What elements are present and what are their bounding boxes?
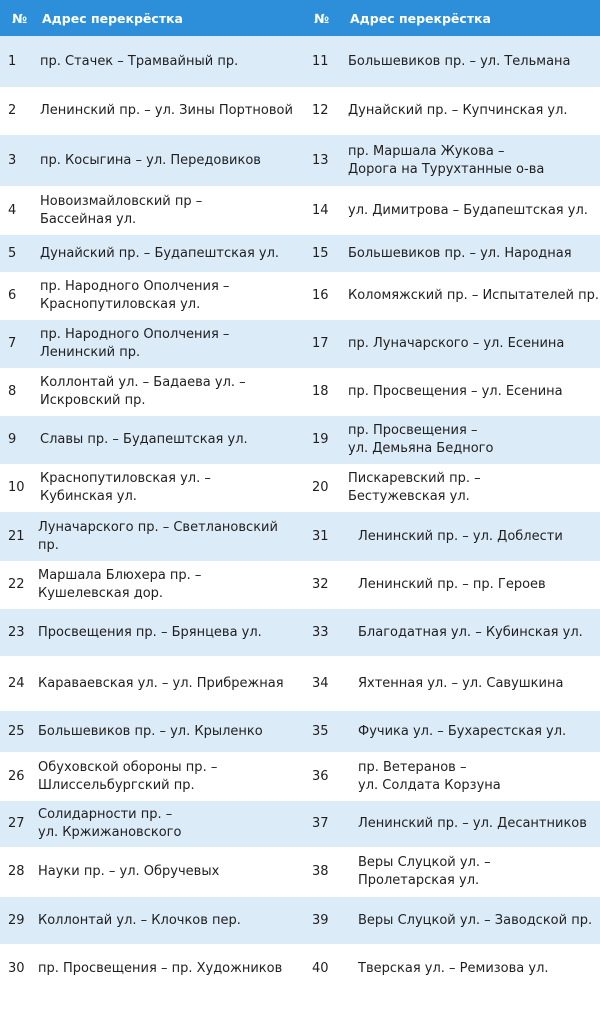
row-address-left: пр. Народного Ополчения – Ленинский пр. bbox=[40, 327, 230, 360]
row-number-right: 12 bbox=[312, 103, 329, 118]
row-number-right: 15 bbox=[312, 245, 329, 261]
row-address-right: Большевиков пр. – ул. Народная bbox=[348, 245, 572, 261]
row-number-left: 4 bbox=[8, 202, 17, 218]
row-number-right: 31 bbox=[312, 528, 329, 544]
table-row bbox=[0, 656, 600, 711]
row-number-right: 17 bbox=[312, 336, 329, 351]
row-number-right: 16 bbox=[312, 288, 329, 303]
row-number-right: 36 bbox=[312, 768, 329, 784]
row-number-right: 38 bbox=[312, 864, 329, 879]
row-address-right: пр. Просвещения – ул. Демьяна Бедного bbox=[348, 423, 494, 456]
row-number-right: 18 bbox=[312, 384, 329, 399]
row-number-left: 8 bbox=[8, 384, 17, 399]
header-address-2: Адрес перекрёстка bbox=[350, 10, 491, 26]
row-address-left: Дунайский пр. – Будапештская ул. bbox=[40, 245, 280, 261]
row-address-right: пр. Ветеранов – ул. Солдата Корзуна bbox=[358, 759, 501, 793]
row-number-left: 23 bbox=[8, 624, 25, 640]
row-address-left: Обуховской обороны пр. – Шлиссельбургский пр. bbox=[38, 759, 218, 793]
table-row bbox=[0, 609, 600, 656]
table-row bbox=[0, 464, 600, 512]
table-body bbox=[0, 36, 600, 993]
row-address-right: пр. Маршала Жукова – Дорога на Турухтанные о-ва bbox=[348, 143, 545, 177]
row-number-right: 35 bbox=[312, 723, 329, 739]
row-address-right: Дунайский пр. – Купчинская ул. bbox=[348, 103, 568, 118]
row-address-left: пр. Народного Ополчения – Краснопутиловская ул. bbox=[40, 279, 230, 312]
row-address-right: Пискаревский пр. – Бестужевская ул. bbox=[348, 471, 481, 504]
row-number-left: 6 bbox=[8, 288, 17, 303]
row-address-left: Маршала Блюхера пр. – Кушелевская дор. bbox=[38, 568, 202, 601]
row-address-left: Новоизмайловский пр – Бассейная ул. bbox=[40, 193, 203, 227]
row-address-left: Науки пр. – ул. Обручевых bbox=[38, 864, 220, 879]
row-number-left: 22 bbox=[8, 577, 25, 592]
row-address-right: пр. Просвещения – ул. Есенина bbox=[348, 384, 563, 399]
row-number-right: 13 bbox=[312, 152, 329, 168]
table-row bbox=[0, 752, 600, 801]
table-row bbox=[0, 320, 600, 368]
row-number-left: 1 bbox=[8, 53, 17, 69]
row-address-left: пр. Стачек – Трамвайный пр. bbox=[40, 53, 239, 69]
row-address-right: Большевиков пр. – ул. Тельмана bbox=[348, 53, 571, 69]
row-address-left: Солидарности пр. – ул. Кржижановского bbox=[38, 807, 182, 840]
table-row bbox=[0, 416, 600, 464]
row-number-left: 9 bbox=[8, 432, 17, 447]
table-row bbox=[0, 235, 600, 272]
row-number-left: 5 bbox=[8, 245, 17, 261]
row-address-right: Ленинский пр. – пр. Героев bbox=[358, 577, 546, 592]
row-number-left: 29 bbox=[8, 912, 25, 928]
table-row bbox=[0, 87, 600, 135]
table-row bbox=[0, 801, 600, 847]
row-number-right: 37 bbox=[312, 816, 329, 831]
table-row bbox=[0, 135, 600, 186]
row-address-right: Веры Слуцкой ул. – Заводской пр. bbox=[358, 912, 593, 928]
row-number-right: 20 bbox=[312, 480, 329, 495]
row-address-left: Караваевская ул. – ул. Прибрежная bbox=[38, 675, 284, 691]
row-number-left: 3 bbox=[8, 152, 17, 168]
table-row bbox=[0, 186, 600, 235]
row-address-right: Ленинский пр. – ул. Доблести bbox=[358, 528, 563, 544]
table-row bbox=[0, 512, 600, 561]
row-number-left: 25 bbox=[8, 723, 25, 739]
row-number-right: 14 bbox=[312, 202, 329, 218]
table-row bbox=[0, 897, 600, 944]
row-address-right: пр. Луначарского – ул. Есенина bbox=[348, 336, 565, 351]
row-address-left: Ленинский пр. – ул. Зины Портновой bbox=[40, 103, 293, 118]
row-address-right: Веры Слуцкой ул. – Пролетарская ул. bbox=[358, 855, 491, 888]
row-number-right: 39 bbox=[312, 912, 329, 928]
row-number-left: 28 bbox=[8, 864, 25, 879]
row-number-left: 7 bbox=[8, 336, 17, 351]
row-number-left: 30 bbox=[8, 960, 25, 976]
table-row bbox=[0, 711, 600, 752]
row-address-right: Яхтенная ул. – ул. Савушкина bbox=[358, 675, 564, 691]
row-number-right: 40 bbox=[312, 960, 329, 976]
table-row bbox=[0, 561, 600, 609]
row-address-left: Славы пр. – Будапештская ул. bbox=[40, 432, 248, 447]
row-number-right: 11 bbox=[312, 53, 329, 69]
row-address-left: Коллонтай ул. – Бадаева ул. – Искровский пр. bbox=[40, 375, 246, 408]
row-address-right: Фучика ул. – Бухарестская ул. bbox=[358, 723, 567, 739]
row-address-left: Коллонтай ул. – Клочков пер. bbox=[38, 912, 241, 928]
row-number-right: 32 bbox=[312, 577, 329, 592]
row-address-right: ул. Димитрова – Будапештская ул. bbox=[348, 202, 588, 218]
row-number-right: 19 bbox=[312, 432, 329, 447]
row-number-left: 26 bbox=[8, 768, 25, 784]
row-address-right: Тверская ул. – Ремизова ул. bbox=[358, 960, 549, 976]
row-address-left: Луначарского пр. – Светлановский пр. bbox=[38, 519, 278, 553]
row-number-right: 33 bbox=[312, 624, 329, 640]
row-number-left: 10 bbox=[8, 480, 25, 495]
table-row bbox=[0, 944, 600, 993]
row-address-right: Ленинский пр. – ул. Десантников bbox=[358, 816, 587, 831]
row-number-right: 34 bbox=[312, 675, 329, 691]
table-header bbox=[0, 0, 600, 36]
header-address-1: Адрес перекрёстка bbox=[42, 10, 183, 26]
row-number-left: 24 bbox=[8, 675, 25, 691]
row-address-left: Краснопутиловская ул. – Кубинская ул. bbox=[40, 471, 211, 504]
row-number-left: 2 bbox=[8, 103, 17, 118]
header-number-1: № bbox=[12, 10, 28, 26]
header-number-2: № bbox=[314, 10, 330, 26]
row-number-left: 21 bbox=[8, 528, 25, 544]
row-address-right: Коломяжский пр. – Испытателей пр. bbox=[348, 288, 599, 303]
table-row bbox=[0, 36, 600, 87]
row-address-left: пр. Просвещения – пр. Художников bbox=[38, 960, 283, 976]
row-address-left: Просвещения пр. – Брянцева ул. bbox=[38, 624, 262, 640]
row-number-left: 27 bbox=[8, 816, 25, 831]
row-address-left: пр. Косыгина – ул. Передовиков bbox=[40, 152, 261, 168]
table-row bbox=[0, 847, 600, 897]
table-row bbox=[0, 272, 600, 320]
table-row bbox=[0, 368, 600, 416]
row-address-left: Большевиков пр. – ул. Крыленко bbox=[38, 723, 263, 739]
row-address-right: Благодатная ул. – Кубинская ул. bbox=[358, 624, 583, 640]
